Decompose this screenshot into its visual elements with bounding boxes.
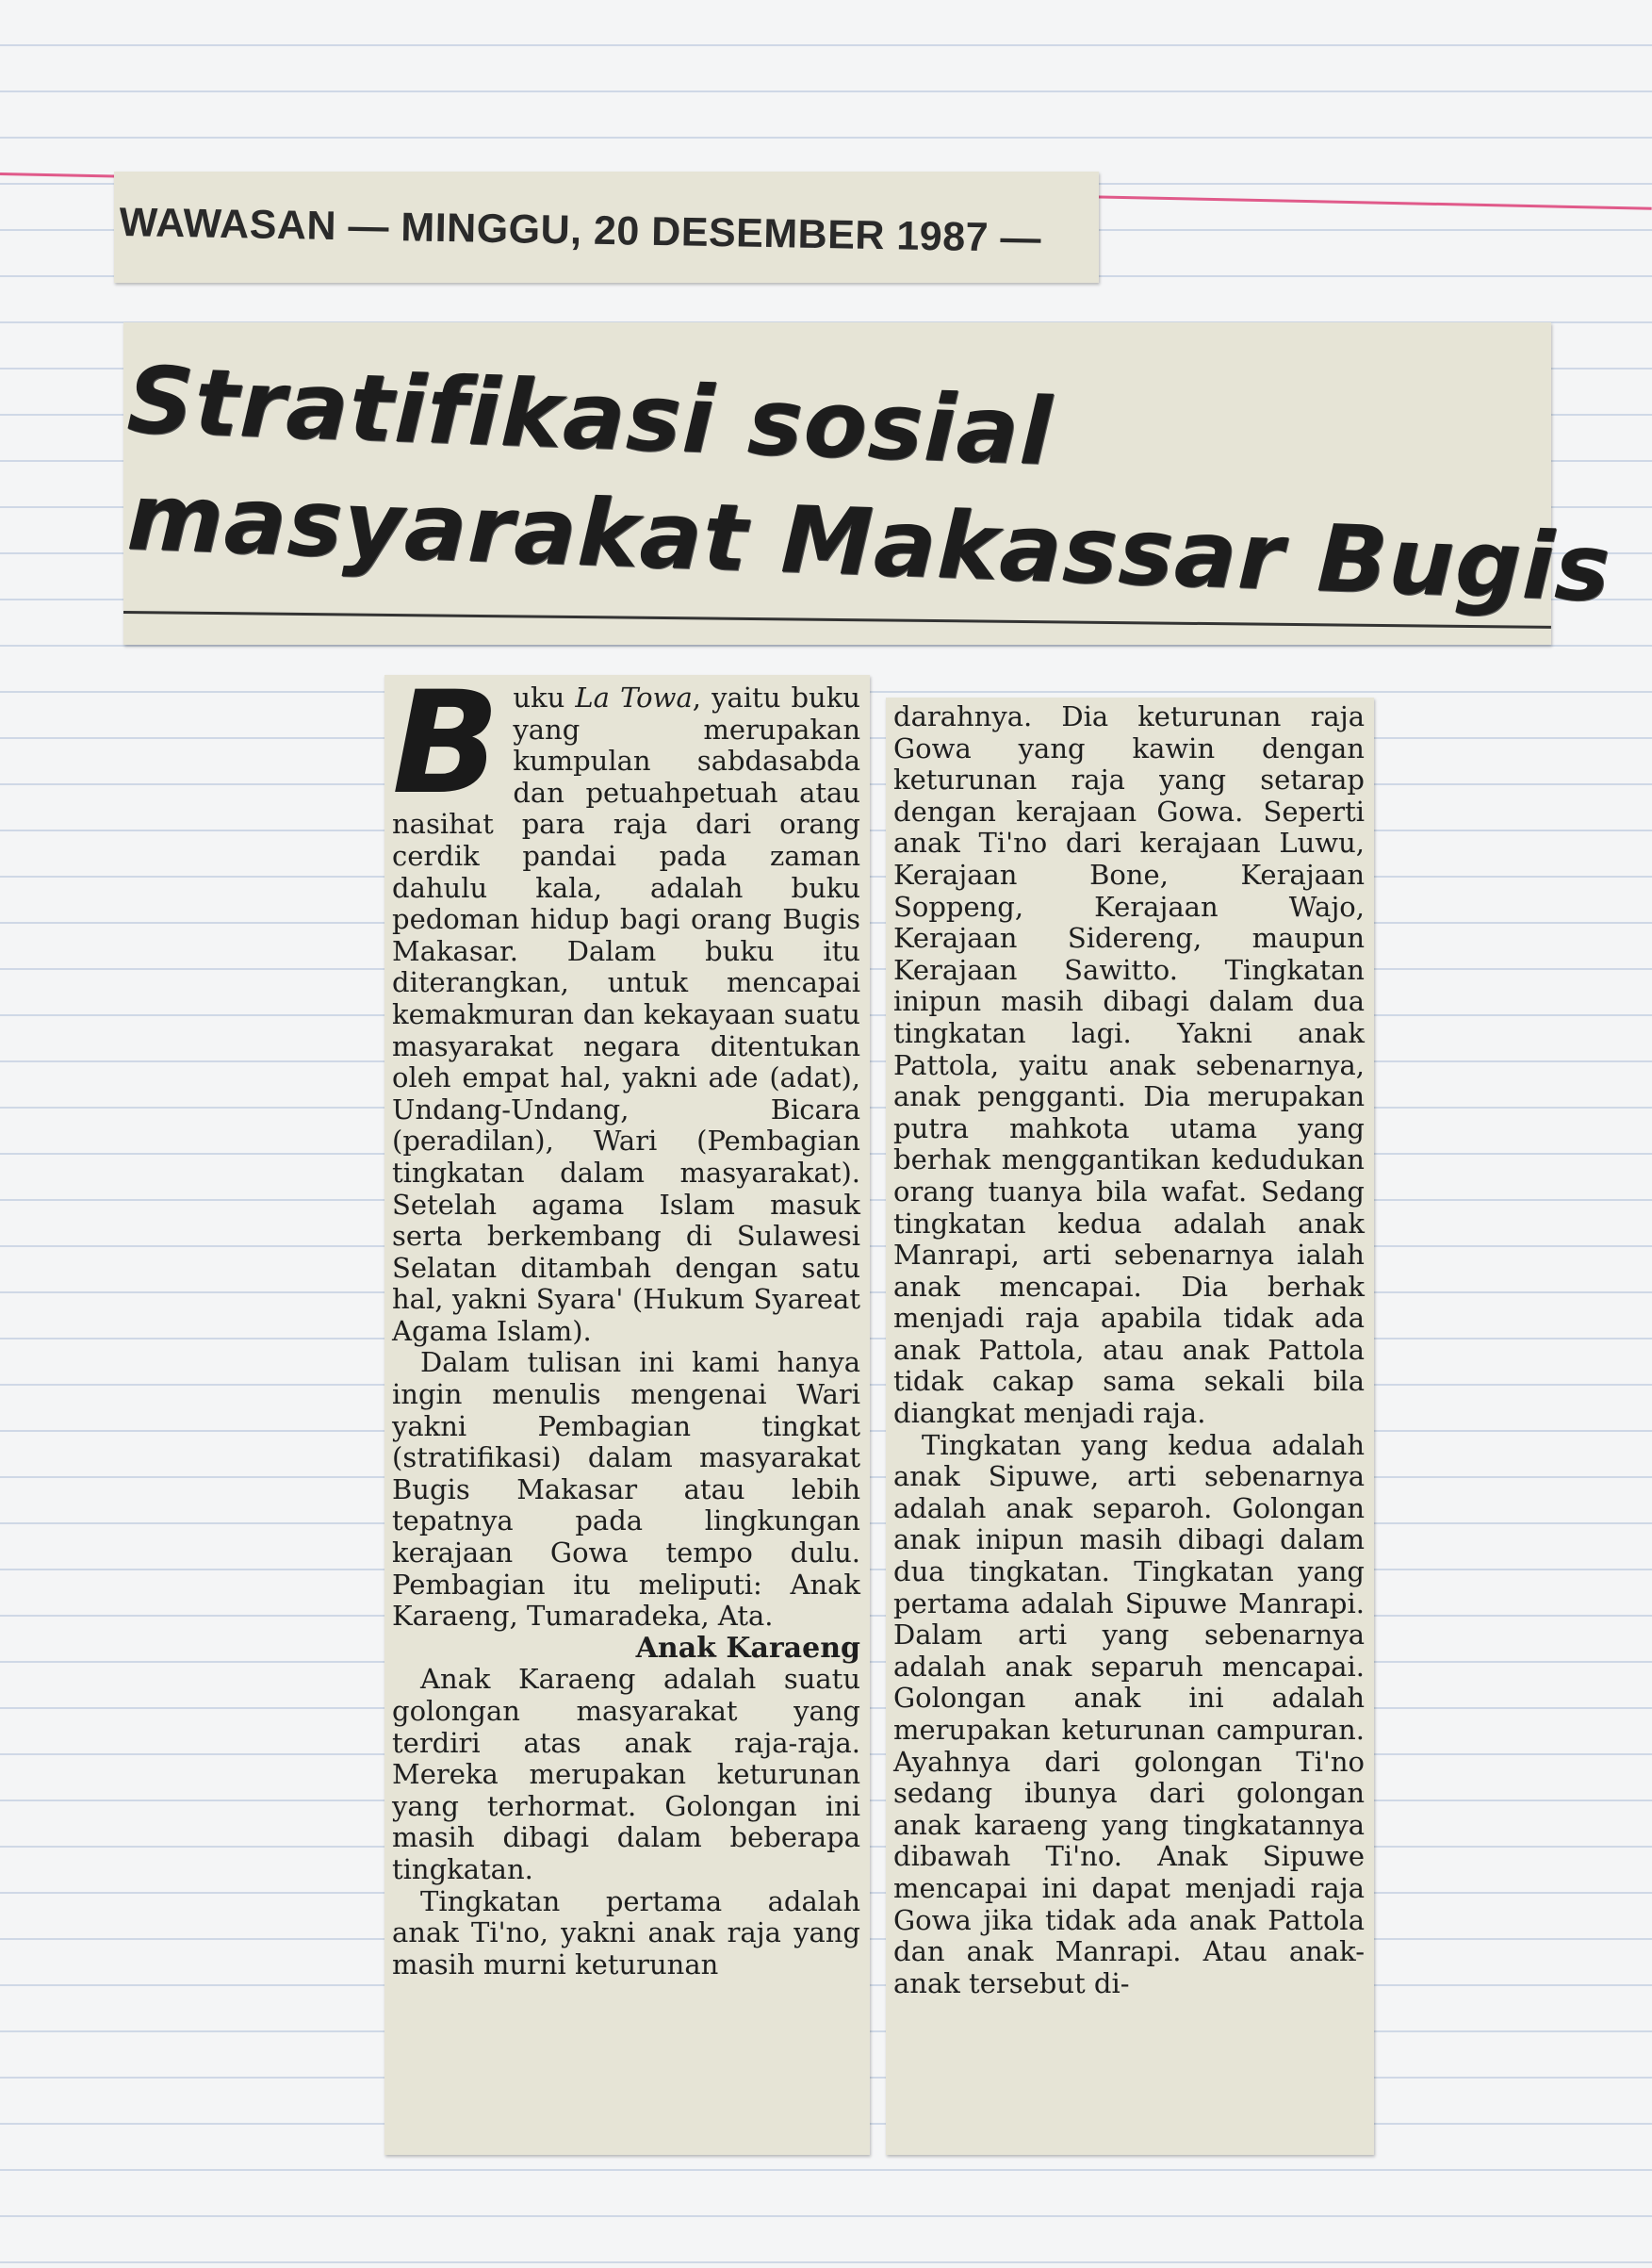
headline-line-1: Stratifikasi sosial bbox=[125, 347, 1055, 487]
paragraph-text: , yaitu buku yang merupakan kumpulan sabdasabda dan petuahpetuah atau nasihat para raja dari orang cerdik pandai pada zaman dahulu kala, adalah buku pedoman hidup bagi orang Bugis Makasar. Dalam buku itu diterangkan, untuk mencapai kemakmuran dan kekayaan suatu masyarakat negara ditentukan oleh empat hal, yakni ade (adat), Undang-Undang, Bicara (peradilan), Wari (Pembagian tingkatan dalam masyarakat). Setelah agama Islam masuk serta berkembang di Sulawesi Selatan ditambah dengan satu hal, yakni Syara' (Hukum Syareat Agama Islam). bbox=[392, 682, 860, 1347]
drop-cap: B bbox=[392, 675, 500, 826]
dateline: WAWASAN — MINGGU, 20 DESEMBER 1987 — bbox=[119, 200, 1042, 262]
article-column-2 bbox=[886, 698, 1374, 2155]
headline-clipping bbox=[123, 322, 1613, 645]
paragraph: darahnya. Dia keturunan raja Gowa yang kawin dengan keturunan raja yang setarap dengan kerajaan Gowa. Seperti anak Ti'no dari kerajaan Luwu, Kerajaan Bone, Kerajaan Soppeng, Kerajaan Wajo, Kerajaan Sidereng, maupun Kerajaan Sawitto. Tingkatan inipun masih dibagi dalam dua tingkatan lagi. Yakni anak Pattola, yaitu anak sebenarnya, anak pengganti. Dia merupakan putra mahkota utama yang berhak menggantikan kedudukan orang tuanya bila wafat. Sedang tingkatan kedua adalah anak Manrapi, arti sebenarnya ialah anak mencapai. Dia berhak menjadi raja apabila tidak ada anak Pattola, atau anak Pattola tidak cakap sama sekali bila diangkat menjadi raja. bbox=[893, 700, 1365, 1430]
paragraph bbox=[392, 675, 860, 1347]
headline-line-2: masyarakat Makassar Bugis bbox=[125, 464, 1613, 623]
dateline-clipping bbox=[114, 172, 1099, 283]
article-column-1 bbox=[384, 675, 870, 2155]
paragraph: Tingkatan yang kedua adalah anak Sipuwe, arti sebenarnya adalah anak separoh. Golongan anak inipun masih dibagi dalam dua tingkatan. Tingkatan yang pertama adalah Sipuwe Manrapi. Dalam arti yang sebenarnya adalah anak separuh mencapai. Golongan anak ini adalah merupakan keturunan campuran. Ayahnya dari golongan Ti'no sedang ibunya dari golongan anak karaeng yang tingkatannya dibawah Ti'no. Anak Sipuwe mencapai ini dapat menjadi raja Gowa jika tidak ada anak Pattola dan anak Manrapi. Atau anak-anak tersebut di- bbox=[893, 1428, 1365, 1999]
book-title: La Towa bbox=[575, 682, 693, 714]
paragraph-lead: uku bbox=[513, 682, 576, 714]
paragraph: Tingkatan pertama adalah anak Ti'no, yakni anak raja yang masih murni keturunan bbox=[392, 1884, 860, 1980]
paragraph: Anak Karaeng adalah suatu golongan masyarakat yang terdiri atas anak raja-raja. Mereka merupakan keturunan yang terhormat. Golongan ini masih dibagi dalam beberapa tingkatan. bbox=[392, 1663, 860, 1885]
section-subheading: Anak Karaeng bbox=[635, 1631, 860, 1665]
paragraph: Dalam tulisan ini kami hanya ingin menulis mengenai Wari yakni Pembagian tingkat (stratifikasi) dalam masyarakat Bugis Makasar atau lebih tepatnya pada lingkungan kerajaan Gowa tempo dulu. Pembagian itu meliputi: Anak Karaeng, Tumaradeka, Ata. bbox=[392, 1346, 860, 1633]
